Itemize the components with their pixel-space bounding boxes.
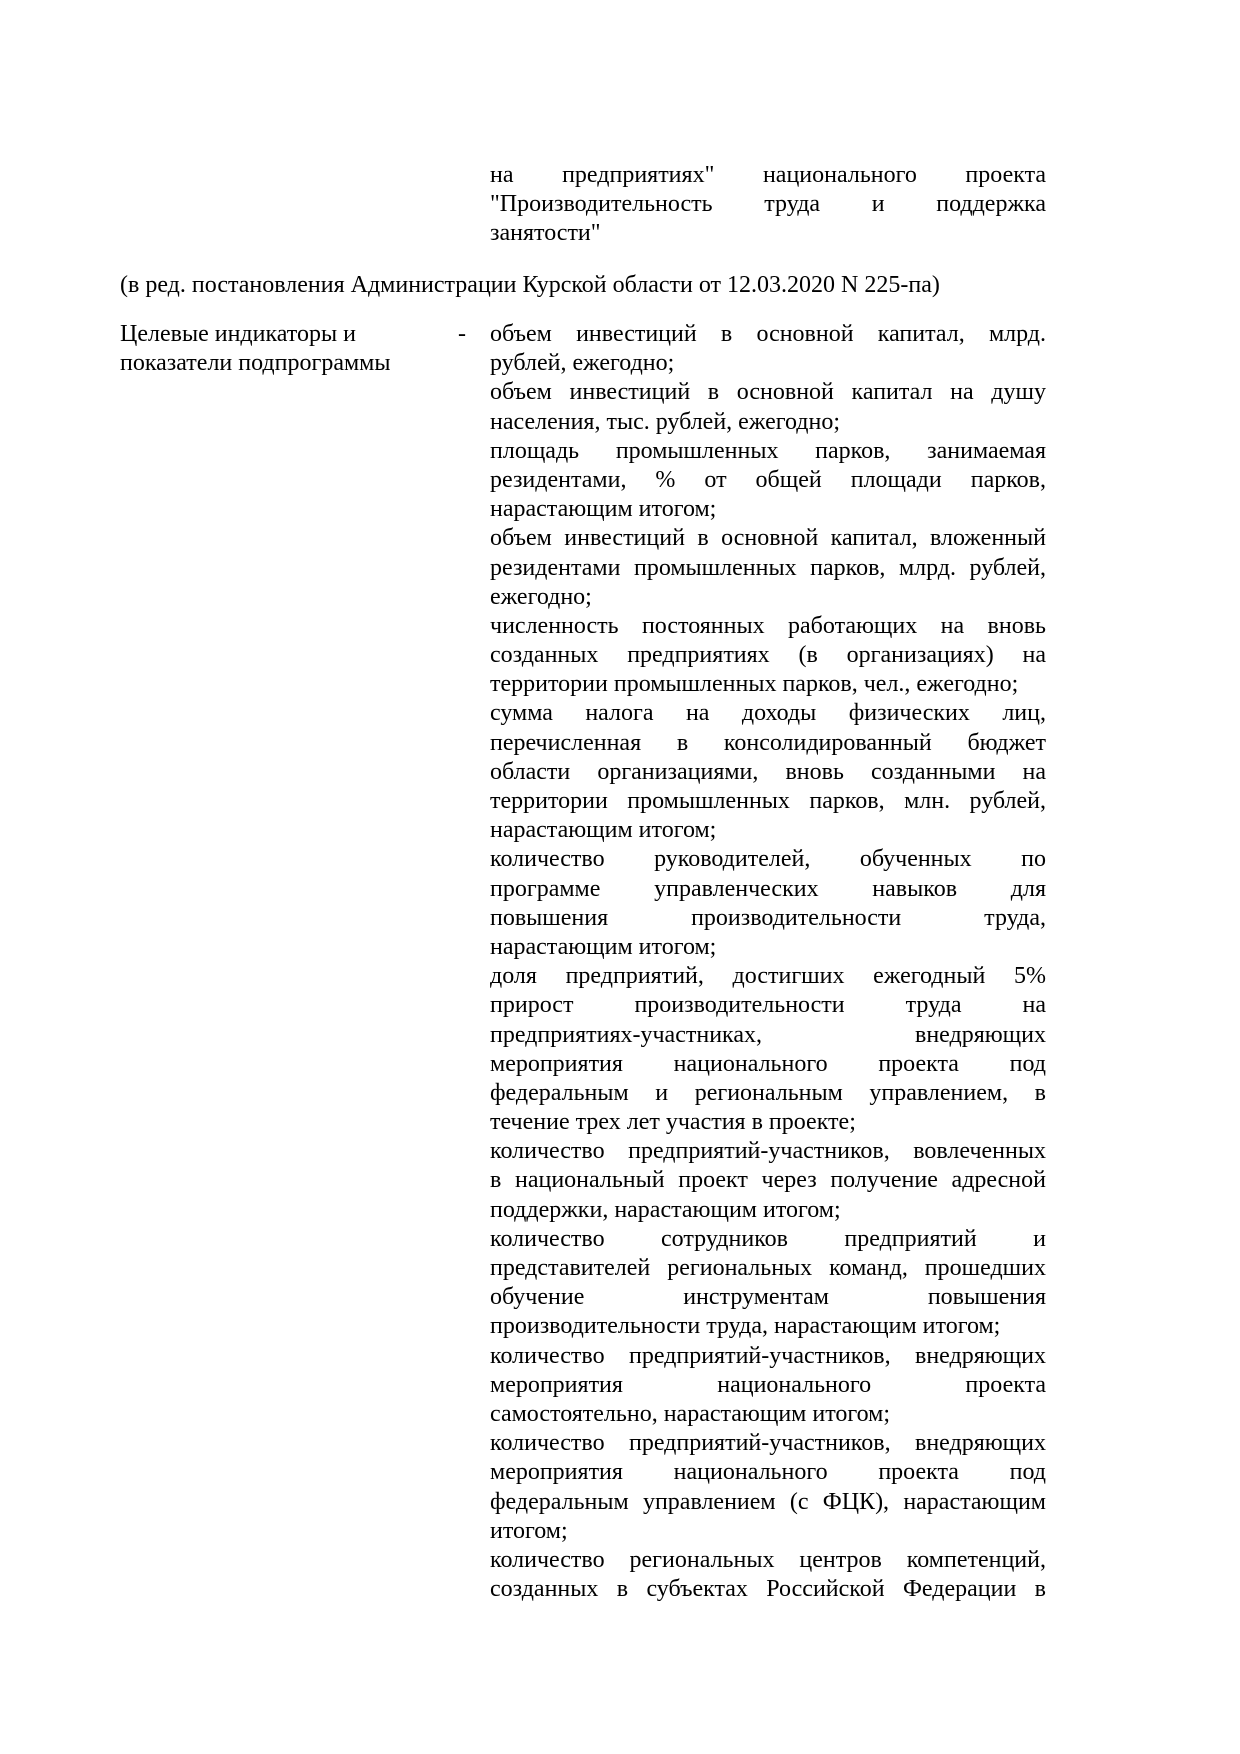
indicator-line: мероприятия национального проекта	[490, 1371, 1046, 1398]
indicator-item	[490, 1429, 1046, 1546]
indicator-line: сумма налога на доходы физических лиц,	[490, 700, 1046, 727]
indicator-line: ежегодно;	[490, 583, 592, 610]
indicator-item	[490, 437, 1046, 525]
top-fragment	[490, 161, 1046, 249]
indicator-line: доля предприятий, достигших ежегодный 5%	[490, 963, 1046, 990]
indicator-line: федеральным управлением (с ФЦК), нарастающим	[490, 1488, 1046, 1515]
indicator-item	[490, 845, 1046, 962]
indicator-item	[490, 612, 1046, 700]
indicator-line: рублей, ежегодно;	[490, 350, 675, 377]
indicator-line: обучение инструментам повышения	[490, 1284, 1046, 1311]
indicator-line: перечисленная в консолидированный бюджет	[490, 729, 1046, 756]
indicator-line: течение трех лет участия в проекте;	[490, 1109, 856, 1136]
indicator-line: области организациями, вновь созданными на	[490, 758, 1046, 785]
indicator-line: представителей региональных команд, прошедших	[490, 1255, 1046, 1281]
top-fragment-line: "Производительность труда и поддержка	[490, 191, 1046, 218]
indicator-line: населения, тыс. рублей, ежегодно;	[490, 408, 841, 435]
indicator-line: итогом;	[490, 1517, 568, 1544]
indicator-item	[490, 1546, 1046, 1604]
indicator-item	[490, 524, 1046, 612]
indicator-line: количество региональных центров компетенций,	[490, 1546, 1046, 1573]
indicator-line: количество руководителей, обученных по	[490, 846, 1046, 873]
indicator-line: поддержки, нарастающим итогом;	[490, 1196, 841, 1223]
indicator-item	[490, 962, 1046, 1137]
section-label-line: показатели подпрограммы	[120, 350, 391, 377]
indicator-line: программе управленческих навыков для	[490, 875, 1046, 902]
indicator-line: количество предприятий-участников, внедряющих	[490, 1430, 1046, 1457]
indicator-line: нарастающим итогом;	[490, 496, 717, 523]
indicator-line: территории промышленных парков, чел., ежегодно;	[490, 671, 1019, 698]
indicator-list	[490, 320, 1046, 1604]
indicator-line: объем инвестиций в основной капитал, вложенный	[490, 525, 1046, 552]
indicator-line: нарастающим итогом;	[490, 817, 717, 844]
indicator-line: созданных предприятиях (в организациях) на	[490, 642, 1046, 669]
indicator-line: объем инвестиций в основной капитал, млрд.	[490, 321, 1046, 347]
indicator-line: резидентами, % от общей площади парков,	[490, 466, 1046, 493]
indicator-line: нарастающим итогом;	[490, 933, 717, 960]
indicator-item	[490, 699, 1046, 845]
section-label	[120, 320, 430, 378]
indicator-line: производительности труда, нарастающим итогом;	[490, 1313, 1001, 1340]
indicator-line: объем инвестиций в основной капитал на душу	[490, 379, 1046, 406]
indicator-line: созданных в субъектах Российской Федерации в	[490, 1576, 1046, 1603]
indicator-item	[490, 1342, 1046, 1430]
indicator-line: самостоятельно, нарастающим итогом;	[490, 1400, 891, 1427]
indicator-line: территории промышленных парков, млн. рублей,	[490, 788, 1046, 814]
indicator-line: прирост производительности труда на	[490, 992, 1046, 1019]
indicator-line: площадь промышленных парков, занимаемая	[490, 437, 1046, 464]
indicator-line: федеральным и региональным управлением, в	[490, 1079, 1046, 1106]
indicator-item	[490, 320, 1046, 378]
section-dash: -	[458, 321, 466, 347]
top-fragment-line: на предприятиях" национального проекта	[490, 162, 1046, 188]
indicator-line: мероприятия национального проекта под	[490, 1459, 1046, 1486]
indicator-line: резидентами промышленных парков, млрд. рублей,	[490, 554, 1046, 581]
indicator-line: повышения производительности труда,	[490, 904, 1046, 931]
indicator-line: численность постоянных работающих на вновь	[490, 612, 1046, 639]
indicator-item	[490, 378, 1046, 436]
indicator-line: количество предприятий-участников, вовлеченных	[490, 1138, 1046, 1165]
edition-note: (в ред. постановления Администрации Курской области от 12.03.2020 N 225-па)	[120, 272, 940, 298]
indicator-line: количество предприятий-участников, внедряющих	[490, 1342, 1046, 1369]
top-fragment-line: занятости"	[490, 220, 601, 247]
indicator-line: предприятиях-участниках, внедряющих	[490, 1021, 1046, 1048]
indicator-line: мероприятия национального проекта под	[490, 1050, 1046, 1077]
indicator-item	[490, 1137, 1046, 1225]
indicator-item	[490, 1225, 1046, 1342]
indicator-line: в национальный проект через получение адресной	[490, 1167, 1046, 1194]
indicator-line: количество сотрудников предприятий и	[490, 1225, 1046, 1252]
section-label-line: Целевые индикаторы и	[120, 321, 356, 347]
